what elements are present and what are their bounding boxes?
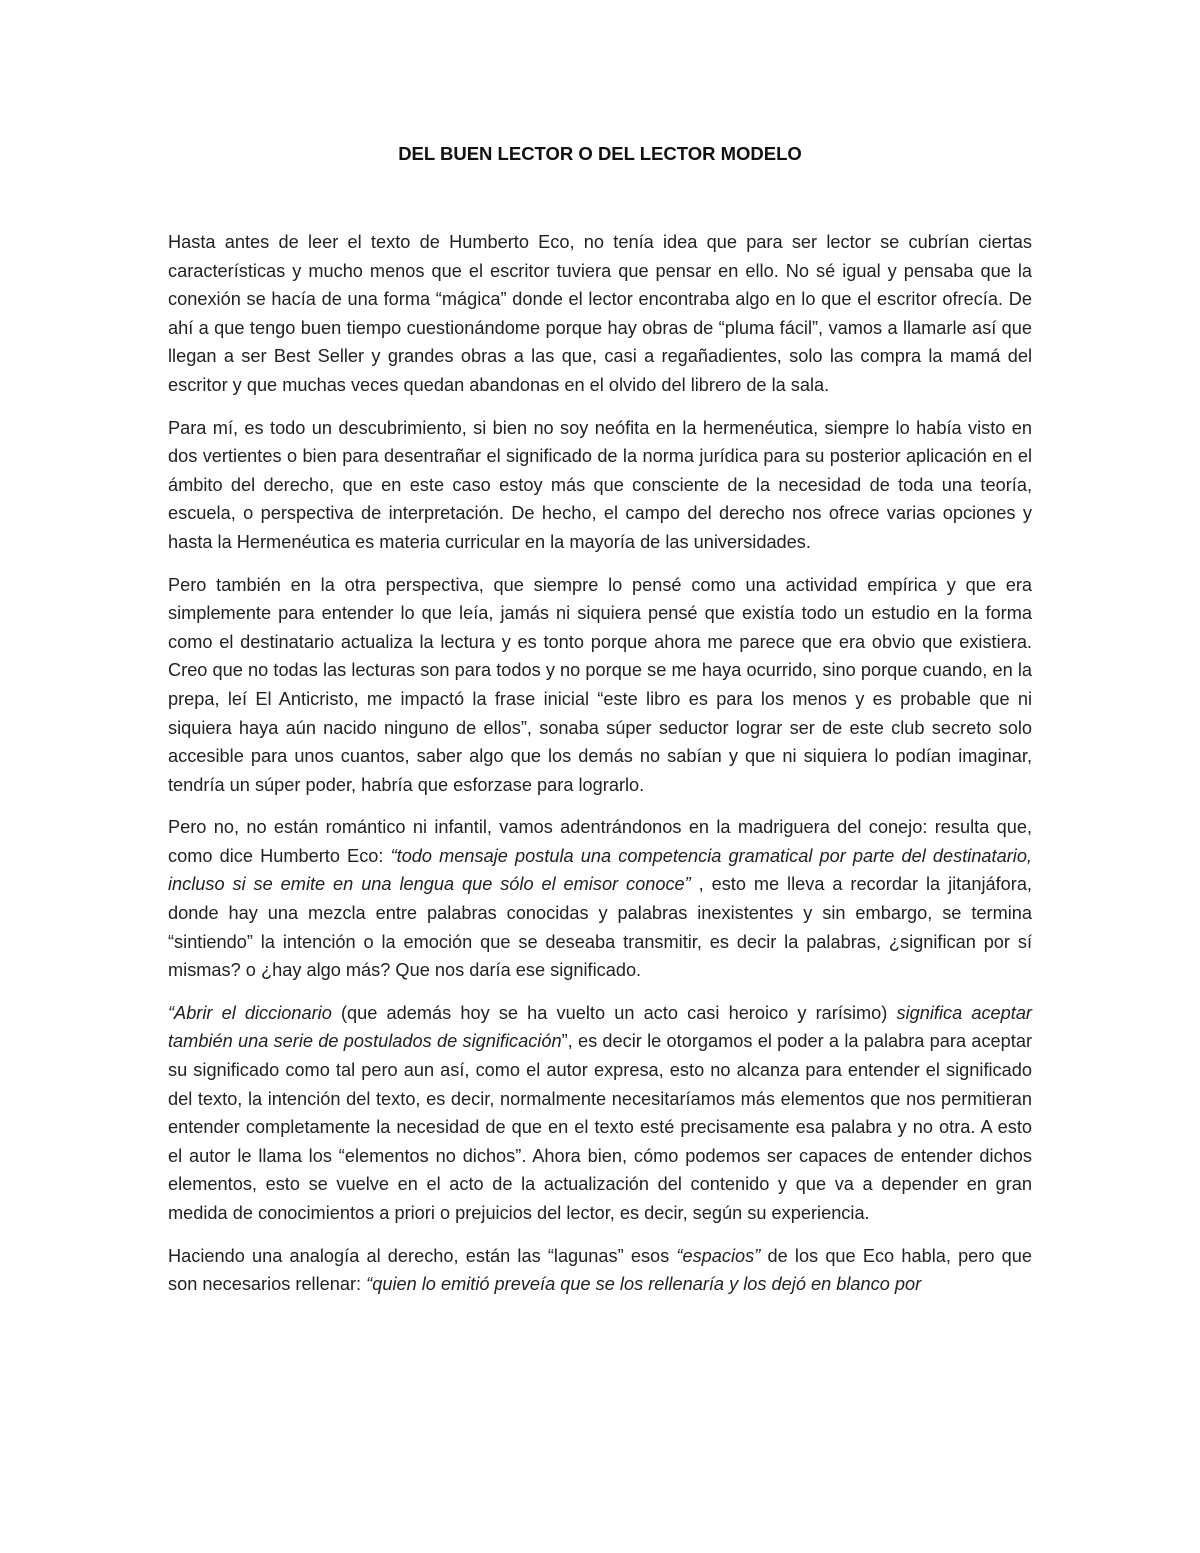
paragraph-text: Pero también en la otra perspectiva, que siempre lo pensé como una actividad empírica y que era simplemente para entender lo que leía, jamás ni siquiera pensé que existía todo un estudio en la forma como el destinatario actualiza la lectura y es tonto porque ahora me parece que era obvio que existiera. Creo que no todas las lecturas son para todos y no porque se me haya ocurrido, sino porque cuando, en la prepa, leí El Anticristo, me impactó la frase inicial “este libro es para los menos y es probable que ni siquiera haya aún nacido ninguno de ellos”, sonaba súper seductor lograr ser de este club secreto solo accesible para unos cuantos, saber algo que los demás no sabían y que ni siquiera lo podían imaginar, tendría un súper poder, habría que esforzase para lograrlo. — [168, 574, 1032, 795]
paragraph — [168, 1242, 1032, 1299]
quote-text: “quien lo emitió preveía que se los rellenaría y los dejó en blanco por — [366, 1274, 922, 1295]
paragraph-text: ”, es decir le otorgamos el poder a la palabra para aceptar su significado como tal pero aun así, como el autor expresa, esto no alcanza para entender el significado del texto, la intención del texto, es decir, normalmente necesitaríamos más elementos que nos permitieran entender completamente la necesidad de que en el texto esté precisamente esa palabra y no otra. A esto el autor le llama los “elementos no dichos”. Ahora bien, cómo podemos ser capaces de entender dichos elementos, esto se vuelve en el acto de la actualización del contenido y que va a depender en gran medida de conocimientos a priori o prejuicios del lector, es decir, según su experiencia. — [168, 1031, 1033, 1223]
quote-text: “todo mensaje postula una competencia gramatical por parte del destinatario, incluso si se emite en una lengua que sólo el emisor conoce” — [168, 845, 1032, 895]
paragraph-text: Pero no, no están romántico ni infantil, vamos adentrándonos en la madriguera del conejo: resulta que, como dice Humberto Eco: — [168, 817, 1032, 866]
paragraph — [168, 414, 1032, 557]
paragraph-text: Haciendo una analogía al derecho, están las “lagunas” esos — [168, 1245, 677, 1266]
quote-text: “Abrir el diccionario — [168, 1002, 332, 1023]
paragraph-text: de los que Eco habla, pero que son necesarios rellenar: — [168, 1245, 1032, 1295]
paragraph-text: Para mí, es todo un descubrimiento, si bien no soy neófita en la hermenéutica, siempre lo había visto en dos vertientes o bien para desentrañar el significado de la norma jurídica para su posterior aplicación en el ámbito del derecho, que en este caso estoy más que consciente de la necesidad de toda una teoría, escuela, o perspectiva de interpretación. De hecho, el campo del derecho nos ofrece varias opciones y hasta la Hermenéutica es materia curricular en la mayoría de las universidades. — [168, 417, 1032, 552]
document-title: DEL BUEN LECTOR O DEL LECTOR MODELO — [398, 143, 802, 164]
document-body — [168, 140, 1032, 1313]
paragraph — [168, 999, 1032, 1228]
quote-text: significa aceptar también una serie de postulados de significación — [168, 1002, 1032, 1052]
quote-text: “espacios” — [676, 1245, 761, 1266]
paragraph — [168, 813, 1032, 985]
paragraph — [168, 571, 1032, 800]
paragraph-text: Hasta antes de leer el texto de Humberto Eco, no tenía idea que para ser lector se cubrían ciertas características y mucho menos que el escritor tuviera que pensar en ello. No sé igual y pensaba que la conexión se hacía de una forma “mágica” donde el lector encontraba algo en lo que el escritor ofrecía. De ahí a que tengo buen tiempo cuestionándome porque hay obras de “pluma fácil”, vamos a llamarle así que llegan a ser Best Seller y grandes obras a las que, casi a regañadientes, solo las compra la mamá del escritor y que muchas veces quedan abandonas en el olvido del librero de la sala. — [168, 232, 1032, 395]
paragraph — [168, 228, 1032, 400]
paragraph-text: (que además hoy se ha vuelto un acto casi heroico y rarísimo) — [331, 1002, 897, 1023]
paragraph-text: , esto me lleva a recordar la jitanjáfora, donde hay una mezcla entre palabras conocidas y palabras inexistentes y sin embargo, se termina “sintiendo” la intención o la emoción que se deseaba transmitir, es decir la palabras, ¿significan por sí mismas? o ¿hay algo más? Que nos daría ese significado. — [168, 874, 1032, 981]
